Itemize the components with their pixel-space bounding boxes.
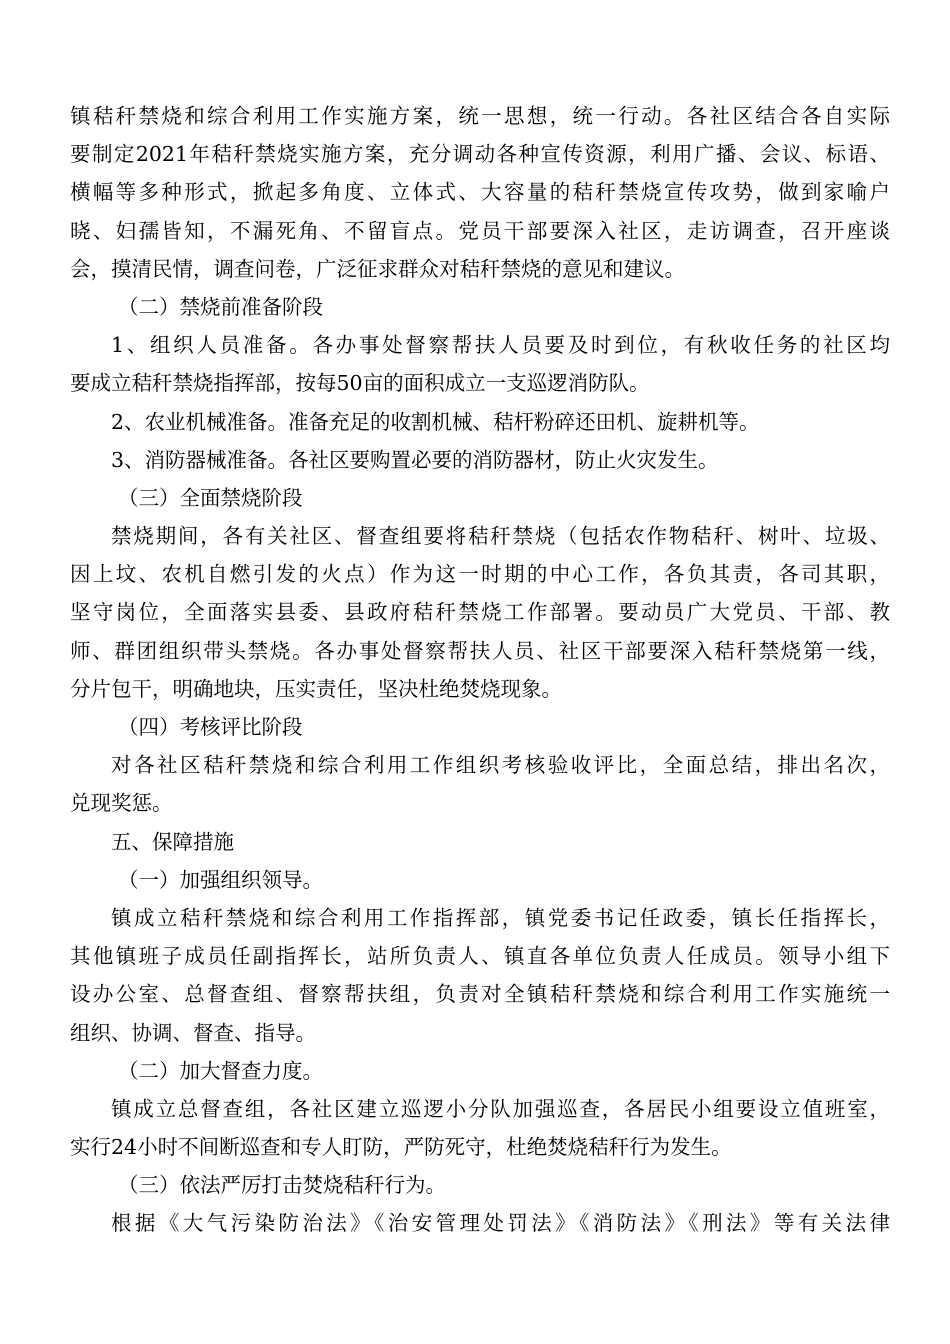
text-line: 镇成立秸秆禁烧和综合利用工作指挥部，镇党委书记任政委，镇长任指挥长，: [111, 905, 890, 930]
text-line: 五、保障措施: [111, 829, 234, 854]
text-line: 要制定2021年秸秆禁烧实施方案，充分调动各种宣传资源，利用广播、会议、标语、: [70, 142, 890, 167]
text-line: 兑现奖惩。: [70, 791, 173, 816]
text-line: 2、农业机械准备。准备充足的收割机械、秸杆粉碎还田机、旋耕机等。: [111, 409, 760, 434]
text-line: （三）依法严厉打击焚烧秸秆行为。: [118, 1173, 446, 1198]
text-line: 根据《大气污染防治法》《治安管理处罚法》《消防法》《刑法》等有关法律: [111, 1211, 890, 1236]
text-line: 设办公室、总督查组、督察帮扶组，负责对全镇秸秆禁烧和综合利用工作实施统一: [70, 982, 890, 1007]
text-line: 师、群团组织带头禁烧。各办事处督察帮扶人员、社区干部要深入秸秆禁烧第一线，: [70, 638, 890, 663]
text-line: 分片包干，明确地块，压实责任，坚决杜绝焚烧现象。: [70, 676, 562, 701]
text-line: 镇秸秆禁烧和综合利用工作实施方案，统一思想，统一行动。各社区结合各自实际: [70, 104, 890, 128]
text-line: 因上坟、农机自燃引发的火点）作为这一时期的中心工作，各负其责，各司其职，: [70, 562, 890, 587]
text-line: 会，摸清民情，调查问卷，广泛征求群众对秸秆禁烧的意见和建议。: [70, 256, 685, 281]
text-line: 1、组织人员准备。各办事处督察帮扶人员要及时到位，有秋收任务的社区均: [111, 333, 890, 358]
text-line: 组织、协调、督查、指导。: [70, 1020, 316, 1045]
text-line: 镇成立总督查组，各社区建立巡逻小分队加强巡查，各居民小组要设立值班室，: [111, 1096, 890, 1121]
text-line: 坚守岗位，全面落实县委、县政府秸秆禁烧工作部署。要动员广大党员、干部、教: [70, 600, 890, 625]
text-line: 横幅等多种形式，掀起多角度、立体式、大容量的秸秆禁烧宣传攻势，做到家喻户: [70, 180, 890, 205]
text-line: （三）全面禁烧阶段: [118, 485, 303, 510]
text-line: （一）加强组织领导。: [118, 867, 323, 892]
text-line: （二）加大督查力度。: [118, 1058, 323, 1083]
text-line: 实行24小时不间断巡查和专人盯防，严防死守，杜绝焚烧秸秆行为发生。: [70, 1135, 732, 1160]
text-line: （二）禁烧前准备阶段: [118, 294, 323, 319]
text-line: 3、消防器械准备。各社区要购置必要的消防器材，防止火灾发生。: [111, 447, 719, 472]
text-line: 要成立秸秆禁烧指挥部，按每50亩的面积成立一支巡逻消防队。: [70, 371, 650, 396]
text-line: （四）考核评比阶段: [118, 715, 303, 739]
text-line: 禁烧期间，各有关社区、督查组要将秸秆禁烧（包括农作物秸秆、树叶、垃圾、: [111, 524, 890, 549]
text-line: 晓、妇孺皆知，不漏死角、不留盲点。党员干部要深入社区，走访调查，召开座谈: [70, 218, 890, 243]
text-line: 对各社区秸秆禁烧和综合利用工作组织考核验收评比，全面总结，排出名次，: [111, 753, 890, 778]
text-line: 其他镇班子成员任副指挥长，站所负责人、镇直各单位负责人任成员。领导小组下: [70, 944, 890, 969]
document-page: [70, 97, 890, 1243]
